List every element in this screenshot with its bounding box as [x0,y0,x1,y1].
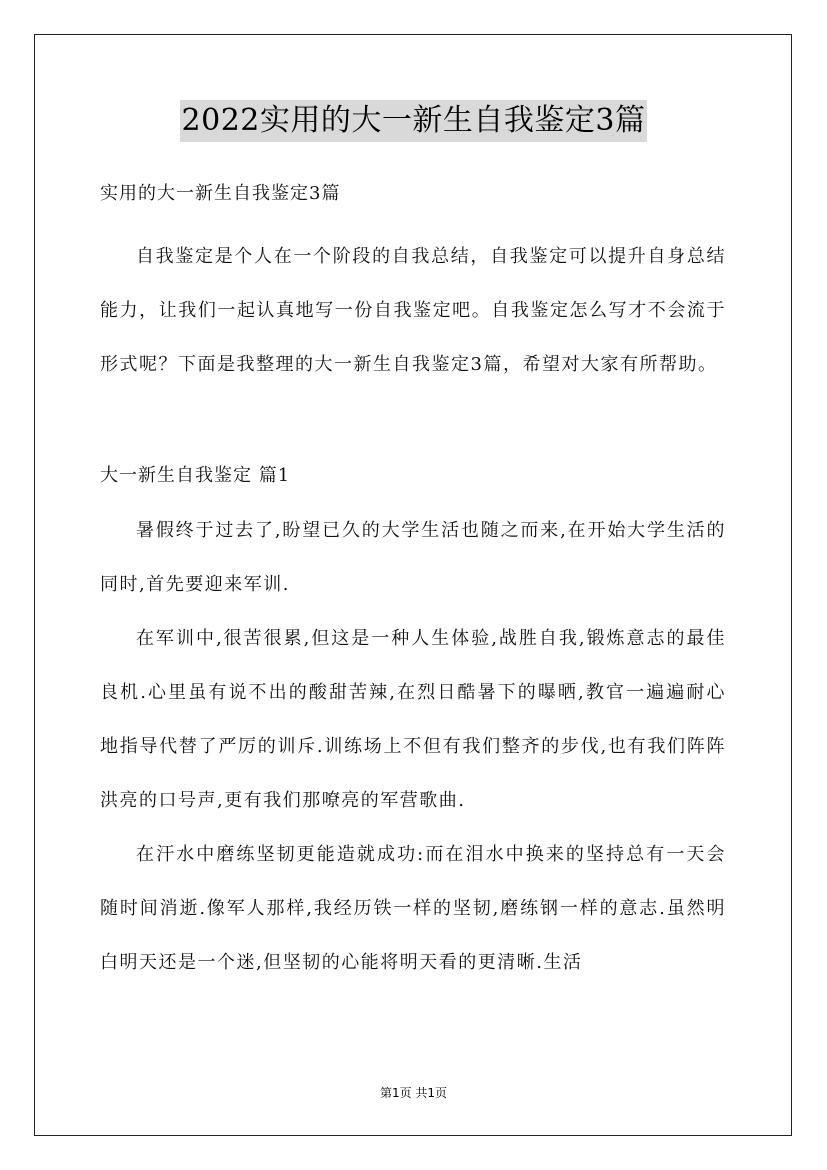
section-heading: 大一新生自我鉴定 篇1 [100,465,291,486]
document-title: 2022实用的大一新生自我鉴定3篇 [180,100,648,142]
page-footer: 第1页 共1页 [379,1086,448,1100]
document-subtitle: 实用的大一新生自我鉴定3篇 [100,183,341,204]
body-paragraph: 在汗水中磨练坚韧更能造就成功:而在泪水中换来的坚持总有一天会随时间消逝.像军人那样,我经历铁一样的坚韧,磨练钢一样的意志.虽然明白明天还是一个迷,但坚韧的心能将明天看的更清晰.生活 [100,844,726,973]
body-paragraph: 暑假终于过去了,盼望已久的大学生活也随之而来,在开始大学生活的同时,首先要迎来军训. [100,520,726,595]
document-body [100,176,726,990]
body-paragraph: 在军训中,很苦很累,但这是一种人生体验,战胜自我,锻炼意志的最佳良机.心里虽有说不出的酸甜苦辣,在烈日酷暑下的曝晒,教官一遍遍耐心地指导代替了严厉的训斥.训练场上不但有我们整齐的步伐,也有我们阵阵洪亮的口号声,更有我们那嘹亮的军营歌曲. [100,628,726,811]
title-container [0,100,827,142]
intro-paragraph: 自我鉴定是个人在一个阶段的自我总结，自我鉴定可以提升自身总结能力，让我们一起认真地写一份自我鉴定吧。自我鉴定怎么写才不会流于形式呢？下面是我整理的大一新生自我鉴定3篇，希望对大家有所帮助。 [100,246,726,375]
